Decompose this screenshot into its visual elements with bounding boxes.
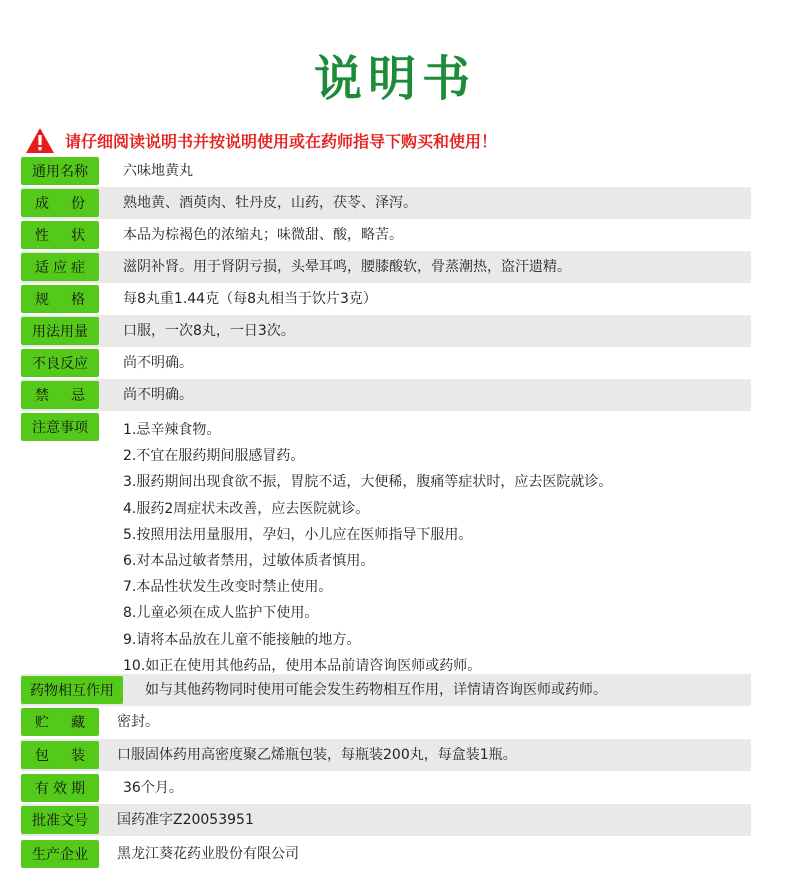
value-indications: 滋阴补肾。用于肾阴亏损，头晕耳鸣，腰膝酸软，骨蒸潮热，盗汗遗精。 <box>123 259 571 275</box>
row-precautions <box>21 411 751 675</box>
list-item: 7.本品性状发生改变时禁止使用。 <box>123 579 333 596</box>
list-item: 2.不宜在服药期间服感冒药。 <box>123 448 305 465</box>
warning-banner <box>25 125 497 155</box>
value-manufacturer: 黑龙江葵花药业股份有限公司 <box>117 846 299 862</box>
row-approval-number <box>21 804 751 836</box>
list-item: 4.服药2周症状未改善，应去医院就诊。 <box>123 500 370 517</box>
value-drug-interactions: 如与其他药物同时使用可能会发生药物相互作用，详情请咨询医师或药师。 <box>145 682 607 698</box>
label-adverse-reactions: 不良反应 <box>21 349 99 377</box>
value-approval-number: 国药准字Z20053951 <box>117 812 254 828</box>
row-description <box>21 219 751 251</box>
value-generic-name: 六味地黄丸 <box>123 163 193 179</box>
list-item: 6.对本品过敏者禁用，过敏体质者慎用。 <box>123 552 375 569</box>
label-precautions: 注意事项 <box>21 413 99 441</box>
label-storage: 贮 藏 <box>21 708 99 736</box>
label-dosage: 用法用量 <box>21 317 99 345</box>
row-dosage <box>21 315 751 347</box>
value-adverse-reactions: 尚不明确。 <box>123 355 193 371</box>
row-drug-interactions <box>21 674 751 706</box>
value-storage: 密封。 <box>117 714 159 730</box>
label-description: 性 状 <box>21 221 99 249</box>
row-generic-name <box>21 155 751 187</box>
row-specification <box>21 283 751 315</box>
value-packaging: 口服固体药用高密度聚乙烯瓶包装，每瓶装200丸，每盒装1瓶。 <box>117 747 517 763</box>
value-dosage: 口服，一次8丸，一日3次。 <box>123 323 295 339</box>
row-manufacturer <box>21 838 751 870</box>
list-item: 9.请将本品放在儿童不能接触的地方。 <box>123 631 361 648</box>
label-drug-interactions: 药物相互作用 <box>21 676 123 704</box>
list-item: 8.儿童必须在成人监护下使用。 <box>123 605 319 622</box>
label-generic-name: 通用名称 <box>21 157 99 185</box>
list-item: 10.如正在使用其他药品，使用本品前请咨询医师或药师。 <box>123 657 482 674</box>
list-item: 5.按照用法用量服用，孕妇，小儿应在医师指导下服用。 <box>123 526 473 543</box>
label-specification: 规 格 <box>21 285 99 313</box>
value-expiry: 36个月。 <box>123 780 183 796</box>
value-description: 本品为棕褐色的浓缩丸；味微甜、酸，略苦。 <box>123 227 403 243</box>
label-ingredients: 成 份 <box>21 189 99 217</box>
list-item: 1.忌辛辣食物。 <box>123 422 221 438</box>
row-indications <box>21 251 751 283</box>
row-expiry <box>21 772 751 804</box>
label-contraindications: 禁 忌 <box>21 381 99 409</box>
label-approval-number: 批准文号 <box>21 806 99 834</box>
label-indications: 适 应 症 <box>21 253 99 281</box>
value-contraindications: 尚不明确。 <box>123 387 193 403</box>
precautions-list <box>123 417 612 679</box>
warning-text: 请仔细阅读说明书并按说明使用或在药师指导下购买和使用！ <box>65 131 498 151</box>
value-ingredients: 熟地黄、酒萸肉、牡丹皮，山药，茯苓、泽泻。 <box>123 195 417 211</box>
page-title: 说明书 <box>313 51 476 107</box>
row-ingredients <box>21 187 751 219</box>
list-item: 3.服药期间出现食欲不振，胃脘不适，大便稀，腹痛等症状时，应去医院就诊。 <box>123 474 613 491</box>
row-adverse-reactions <box>21 347 751 379</box>
label-expiry: 有 效 期 <box>21 774 99 802</box>
label-packaging: 包 装 <box>21 741 99 769</box>
row-contraindications <box>21 379 751 411</box>
value-specification: 每8丸重1.44克（每8丸相当于饮片3克） <box>123 291 377 307</box>
row-packaging <box>21 739 751 771</box>
warning-icon <box>25 127 55 154</box>
row-storage <box>21 706 751 738</box>
label-manufacturer: 生产企业 <box>21 840 99 868</box>
